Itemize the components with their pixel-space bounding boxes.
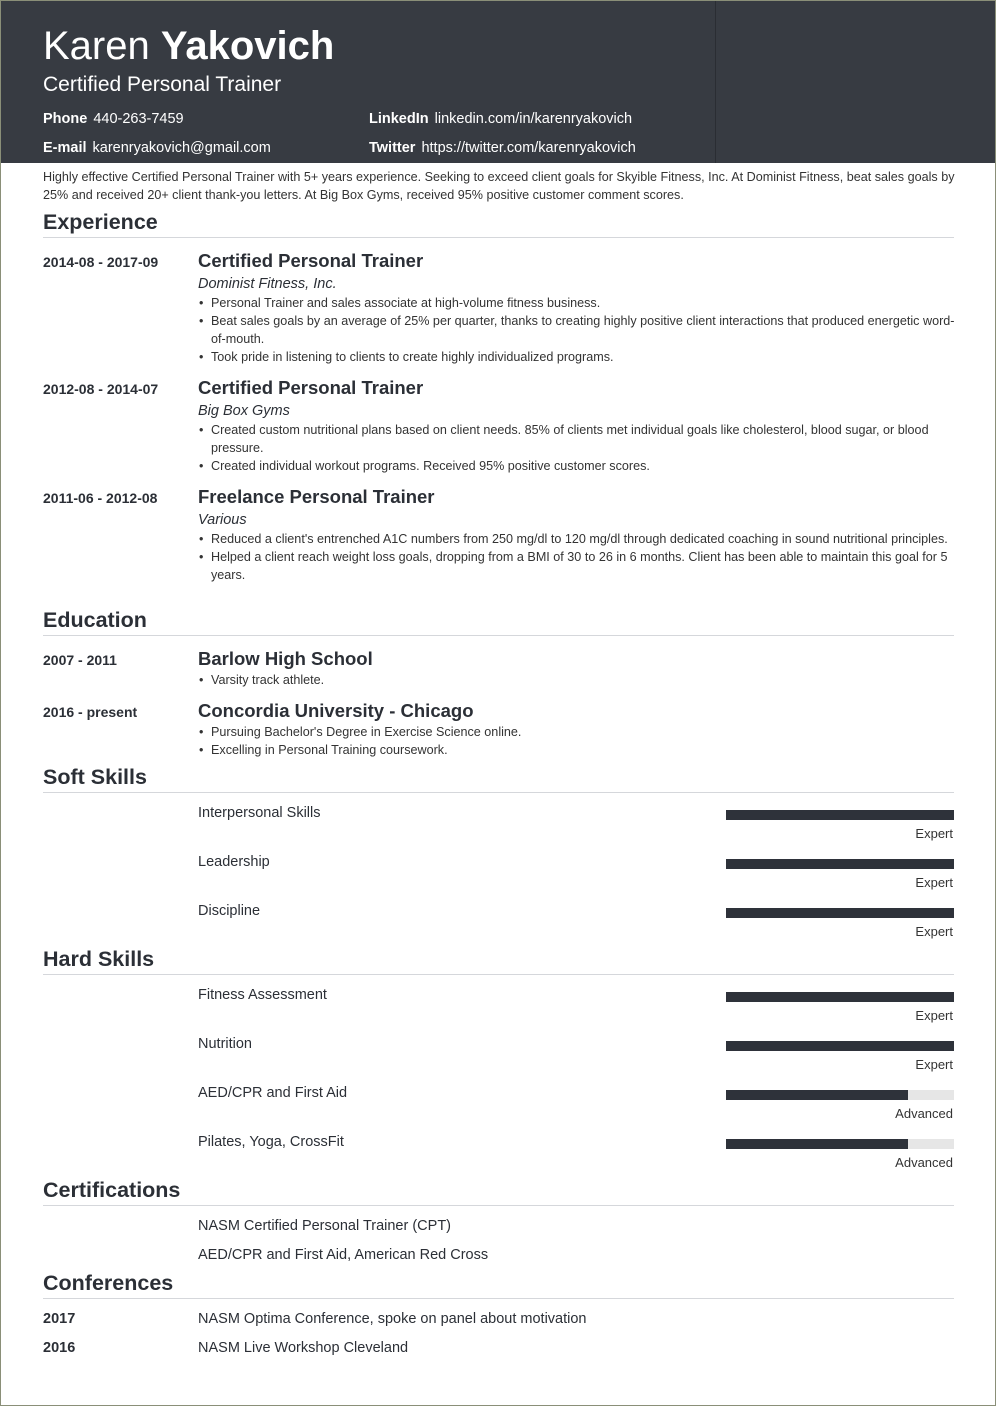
skill-bar: [726, 908, 954, 918]
skill-bar: [726, 810, 954, 820]
skill-bar-fill: [726, 1139, 908, 1149]
list-item: • Beat sales goals by an average of 25% per quarter, thanks to creating highly positive client interactions that produced energetic word-of-mouth.: [198, 312, 958, 348]
list-item: • Reduced a client's entrenched A1C numbers from 250 mg/dl to 120 mg/dl through dedicated coaching in sound nutritional principles.: [198, 530, 958, 548]
skill-bar: [726, 1041, 954, 1051]
skill-bar-fill: [726, 859, 954, 869]
job-title: Freelance Personal Trainer: [198, 486, 435, 507]
certifications-divider: [43, 1205, 954, 1206]
skill-level: Expert: [915, 1008, 953, 1023]
job-bullets: [198, 530, 958, 584]
skill-name: AED/CPR and First Aid: [198, 1085, 348, 1101]
job-dates: 2011-06 - 2012-08: [43, 490, 158, 506]
school-bullets: [198, 671, 958, 689]
hard-skills-heading: Hard Skills: [43, 947, 155, 971]
education-divider: [43, 635, 954, 636]
hard-skills-divider: [43, 974, 954, 975]
skill-level: Expert: [915, 875, 953, 890]
skill-name: Nutrition: [198, 1036, 252, 1052]
list-item: • Pursuing Bachelor's Degree in Exercise Science online.: [198, 723, 958, 741]
job-bullets: [198, 421, 958, 475]
school-dates: 2016 - present: [43, 704, 138, 720]
job-title: Certified Personal Trainer: [198, 250, 424, 271]
list-item: • Created individual workout programs. Received 95% positive customer scores.: [198, 457, 958, 475]
certifications-heading: Certifications: [43, 1178, 181, 1202]
candidate-title: Certified Personal Trainer: [43, 73, 282, 96]
list-item: • Took pride in listening to clients to create highly individualized programs.: [198, 348, 958, 366]
school-dates: 2007 - 2011: [43, 652, 117, 668]
experience-heading: Experience: [43, 210, 158, 234]
school-name: Concordia University - Chicago: [198, 700, 474, 721]
conference-item: NASM Live Workshop Cleveland: [198, 1340, 409, 1356]
contact-email[interactable]: E-mail karenryakovich@gmail.com: [43, 140, 271, 156]
certification-item: NASM Certified Personal Trainer (CPT): [198, 1218, 452, 1234]
list-item: • Personal Trainer and sales associate at high-volume fitness business.: [198, 294, 958, 312]
job-company: Dominist Fitness, Inc.: [198, 276, 337, 292]
skill-level: Advanced: [895, 1106, 953, 1121]
list-item: • Excelling in Personal Training coursework.: [198, 741, 958, 759]
skill-bar: [726, 992, 954, 1002]
job-title: Certified Personal Trainer: [198, 377, 424, 398]
contact-phone: Phone 440-263-7459: [43, 111, 184, 127]
skill-bar-fill: [726, 992, 954, 1002]
skill-bar: [726, 1090, 954, 1100]
skill-bar: [726, 1139, 954, 1149]
job-dates: 2014-08 - 2017-09: [43, 254, 159, 270]
skill-name: Interpersonal Skills: [198, 805, 321, 821]
conference-item: NASM Optima Conference, spoke on panel about motivation: [198, 1311, 587, 1327]
school-bullets: [198, 723, 958, 759]
certification-item: AED/CPR and First Aid, American Red Cross: [198, 1247, 489, 1263]
soft-skills-divider: [43, 792, 954, 793]
skill-bar-fill: [726, 1041, 954, 1051]
job-company: Big Box Gyms: [198, 403, 290, 419]
candidate-name: Karen Yakovich: [43, 24, 335, 68]
conferences-heading: Conferences: [43, 1271, 174, 1295]
skill-name: Fitness Assessment: [198, 987, 327, 1003]
list-item: • Created custom nutritional plans based on client needs. 85% of clients met individual goals like cholesterol, blood sugar, or blood pressure.: [198, 421, 958, 457]
list-item: • Helped a client reach weight loss goals, dropping from a BMI of 30 to 26 in 6 months. Client has been able to maintain this goal for 5 years.: [198, 548, 958, 584]
contact-twitter[interactable]: Twitter https://twitter.com/karenryakovich: [369, 140, 636, 156]
conference-year: 2016: [43, 1340, 76, 1356]
skill-name: Leadership: [198, 854, 270, 870]
header-divider: [715, 1, 716, 163]
conferences-divider: [43, 1298, 954, 1299]
skill-level: Expert: [915, 924, 953, 939]
resume-header: [1, 1, 995, 163]
summary-text: Highly effective Certified Personal Trainer with 5+ years experience. Seeking to exceed client goals for Skyible Fitness, Inc. At Dominist Fitness, beat sales goals by 25% and received 20+ client thank-you letters. At Big Box Gyms, received 95% positive customer comment scores.: [43, 170, 955, 202]
skill-bar-fill: [726, 1090, 908, 1100]
job-bullets: [198, 294, 958, 366]
conference-year: 2017: [43, 1311, 76, 1327]
skill-level: Advanced: [895, 1155, 953, 1170]
soft-skills-heading: Soft Skills: [43, 765, 147, 789]
skill-level: Expert: [915, 1057, 953, 1072]
experience-divider: [43, 237, 954, 238]
education-heading: Education: [43, 608, 147, 632]
skill-bar: [726, 859, 954, 869]
school-name: Barlow High School: [198, 648, 373, 669]
skill-bar-fill: [726, 908, 954, 918]
skill-bar-fill: [726, 810, 954, 820]
skill-name: Discipline: [198, 903, 261, 919]
skill-level: Expert: [915, 826, 953, 841]
job-dates: 2012-08 - 2014-07: [43, 381, 159, 397]
contact-linkedin[interactable]: LinkedIn linkedin.com/in/karenryakovich: [369, 111, 633, 127]
list-item: • Varsity track athlete.: [198, 671, 958, 689]
skill-name: Pilates, Yoga, CrossFit: [198, 1134, 344, 1150]
job-company: Various: [198, 512, 247, 528]
